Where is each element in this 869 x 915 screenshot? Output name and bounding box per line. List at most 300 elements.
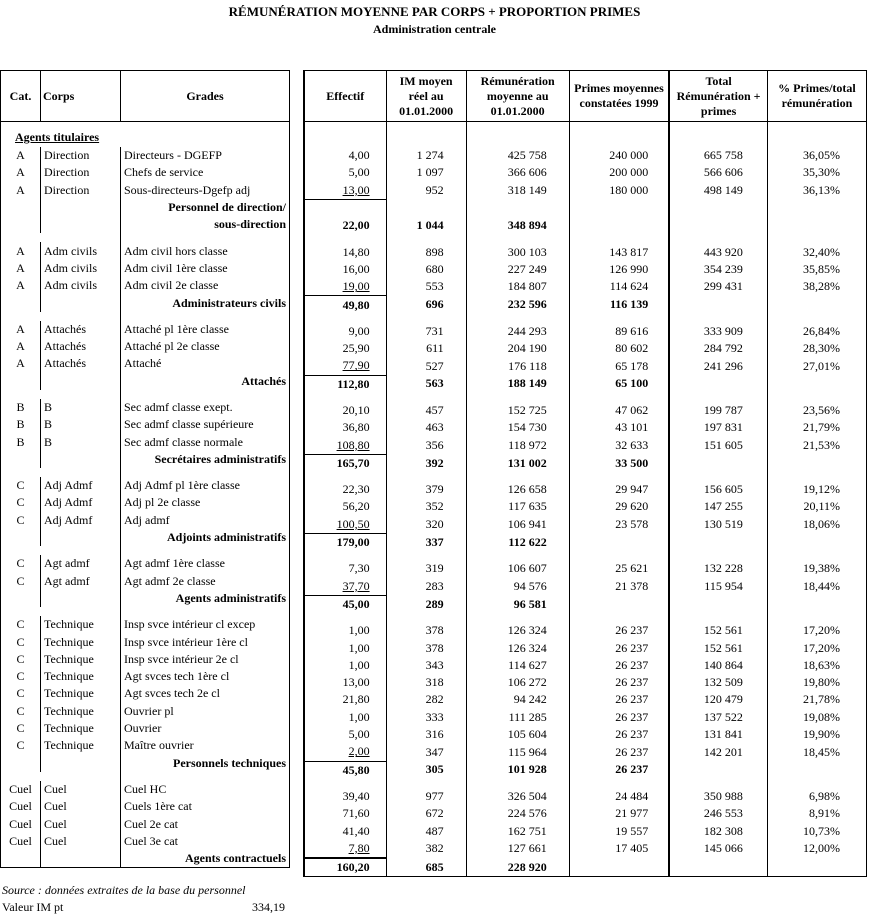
im-cell: 318 xyxy=(386,674,466,691)
subtotal-im: 305 xyxy=(386,761,466,779)
empty-cell xyxy=(569,613,669,622)
empty-cell xyxy=(767,595,866,613)
grade-cell: Ouvrier pl xyxy=(121,703,290,720)
im-cell: 457 xyxy=(386,402,466,419)
cat-cell: Cuel xyxy=(9,781,32,796)
values-table xyxy=(303,70,867,877)
empty-cell xyxy=(669,551,767,560)
empty-cell xyxy=(1,390,41,399)
effectif-cell: 2,00 xyxy=(304,743,386,761)
empty-cell xyxy=(386,613,466,622)
corps-cell: Agt admf xyxy=(41,573,121,590)
total-cell: 137 522 xyxy=(669,709,767,726)
pct-cell: 19,90% xyxy=(767,726,866,743)
spacer-row xyxy=(1,468,290,477)
empty-cell xyxy=(767,779,866,788)
total-cell: 284 792 xyxy=(669,340,767,357)
effectif-cell: 1,00 xyxy=(304,657,386,674)
table-row xyxy=(1,399,290,416)
primes-cell: 43 101 xyxy=(569,419,669,436)
subtotal-row xyxy=(304,199,867,217)
primes-cell: 26 237 xyxy=(569,709,669,726)
subtotal-row xyxy=(1,294,290,311)
grade-cell: Adj Admf pl 1ère classe xyxy=(121,477,290,494)
cat-cell: A xyxy=(16,165,25,180)
subtotal-row xyxy=(1,755,290,772)
subtotal-im: 563 xyxy=(386,375,466,393)
subtotal-row xyxy=(304,217,867,234)
table-row xyxy=(1,433,290,450)
cat-cell: C xyxy=(16,495,25,510)
total-cell: 140 864 xyxy=(669,657,767,674)
header-grades: Grades xyxy=(121,71,290,122)
corps-cell: Technique xyxy=(41,651,121,668)
im-cell: 379 xyxy=(386,481,466,498)
corps-cell: Technique xyxy=(41,633,121,650)
im-cell: 320 xyxy=(386,516,466,534)
remuneration-cell: 106 607 xyxy=(466,560,569,577)
empty-cell xyxy=(41,850,121,868)
cat-cell: C xyxy=(16,617,25,632)
im-cell: 352 xyxy=(386,498,466,515)
primes-cell: 29 620 xyxy=(569,498,669,515)
primes-cell: 19 557 xyxy=(569,822,669,839)
subtotal-remuneration: 131 002 xyxy=(466,454,569,472)
pct-cell: 18,06% xyxy=(767,516,866,534)
table-row xyxy=(304,436,867,454)
empty-cell xyxy=(669,393,767,402)
table-row xyxy=(1,685,290,702)
total-cell: 147 255 xyxy=(669,498,767,515)
empty-cell xyxy=(386,779,466,788)
pct-cell: 19,08% xyxy=(767,709,866,726)
primes-cell: 24 484 xyxy=(569,788,669,805)
im-cell: 319 xyxy=(386,560,466,577)
primes-cell: 26 237 xyxy=(569,726,669,743)
cat-cell: A xyxy=(16,243,25,258)
table-row xyxy=(304,622,867,639)
total-cell: 299 431 xyxy=(669,278,767,296)
empty-cell xyxy=(386,122,466,148)
table-row xyxy=(304,822,867,839)
total-cell: 197 831 xyxy=(669,419,767,436)
spacer-row xyxy=(304,472,867,481)
remuneration-cell: 114 627 xyxy=(466,657,569,674)
pct-cell: 17,20% xyxy=(767,639,866,656)
corps-cell: Attachés xyxy=(41,321,121,338)
pct-cell: 18,63% xyxy=(767,657,866,674)
pct-cell: 26,84% xyxy=(767,323,866,340)
header-corps: Corps xyxy=(41,71,121,122)
table-row xyxy=(1,147,290,164)
remuneration-cell: 126 324 xyxy=(466,639,569,656)
empty-cell xyxy=(569,234,669,243)
valeur-value: 334,19 xyxy=(252,900,285,914)
subtotal-remuneration: 112 622 xyxy=(466,533,569,551)
im-cell: 347 xyxy=(386,743,466,761)
im-cell: 283 xyxy=(386,578,466,596)
empty-cell xyxy=(669,199,767,217)
empty-cell xyxy=(304,199,386,217)
empty-cell xyxy=(304,472,386,481)
primes-cell: 29 947 xyxy=(569,481,669,498)
spacer-row xyxy=(304,393,867,402)
empty-cell xyxy=(386,472,466,481)
remuneration-cell: 176 118 xyxy=(466,357,569,375)
subtotal-row xyxy=(304,533,867,551)
pct-cell: 18,44% xyxy=(767,578,866,596)
table-row xyxy=(1,737,290,754)
total-cell: 152 561 xyxy=(669,639,767,656)
empty-cell xyxy=(304,314,386,323)
primes-cell: 26 237 xyxy=(569,622,669,639)
remuneration-cell: 162 751 xyxy=(466,822,569,839)
total-cell: 665 758 xyxy=(669,147,767,164)
table-row xyxy=(1,242,290,259)
remuneration-cell: 106 941 xyxy=(466,516,569,534)
im-cell: 898 xyxy=(386,243,466,260)
empty-cell xyxy=(41,390,121,399)
im-cell: 680 xyxy=(386,261,466,278)
remuneration-cell: 300 103 xyxy=(466,243,569,260)
empty-cell xyxy=(767,375,866,393)
subtotal-effectif: 45,00 xyxy=(304,595,386,613)
cat-cell: A xyxy=(16,356,25,371)
subtotal-effectif: 165,70 xyxy=(304,454,386,472)
total-cell: 120 479 xyxy=(669,691,767,708)
corps-cell: Cuel xyxy=(41,781,121,798)
empty-cell xyxy=(121,233,290,242)
table-row xyxy=(1,260,290,277)
table-row xyxy=(1,833,290,850)
subtotal-label: Administrateurs civils xyxy=(121,294,290,311)
primes-cell: 180 000 xyxy=(569,182,669,200)
subtotal-label: Personnel de direction/ xyxy=(121,199,290,216)
subtotal-remuneration: 96 581 xyxy=(466,595,569,613)
effectif-cell: 1,00 xyxy=(304,622,386,639)
subtotal-effectif: 179,00 xyxy=(304,533,386,551)
table-row xyxy=(1,668,290,685)
im-cell: 952 xyxy=(386,182,466,200)
cat-cell: Cuel xyxy=(9,833,32,848)
empty-cell xyxy=(767,393,866,402)
total-cell: 350 988 xyxy=(669,788,767,805)
im-cell: 378 xyxy=(386,639,466,656)
effectif-cell: 71,60 xyxy=(304,805,386,822)
primes-cell: 200 000 xyxy=(569,164,669,181)
grade-cell: Ouvrier xyxy=(121,720,290,737)
empty-cell xyxy=(767,858,866,877)
empty-cell xyxy=(386,393,466,402)
table-row xyxy=(304,402,867,419)
header-im: IM moyen réel au 01.01.2000 xyxy=(386,71,466,122)
spacer-row xyxy=(304,314,867,323)
subtotal-row xyxy=(1,850,290,868)
im-cell: 378 xyxy=(386,622,466,639)
empty-cell xyxy=(304,234,386,243)
section-row xyxy=(1,122,290,148)
effectif-cell: 22,30 xyxy=(304,481,386,498)
empty-cell xyxy=(304,393,386,402)
pct-cell: 27,01% xyxy=(767,357,866,375)
pct-cell: 19,80% xyxy=(767,674,866,691)
pct-cell: 21,79% xyxy=(767,419,866,436)
effectif-cell: 25,90 xyxy=(304,340,386,357)
im-cell: 611 xyxy=(386,340,466,357)
grade-cell: Attaché xyxy=(121,355,290,372)
cat-cell: B xyxy=(16,400,25,414)
empty-cell xyxy=(41,233,121,242)
effectif-cell: 13,00 xyxy=(304,674,386,691)
spacer-row xyxy=(1,546,290,555)
total-cell: 156 605 xyxy=(669,481,767,498)
total-cell: 152 561 xyxy=(669,622,767,639)
empty-cell xyxy=(41,546,121,555)
empty-cell xyxy=(669,454,767,472)
empty-cell xyxy=(121,468,290,477)
subtotal-row xyxy=(1,373,290,390)
grade-cell: Insp svce intérieur 1ère cl xyxy=(121,633,290,650)
cat-cell: A xyxy=(16,182,25,197)
empty-cell xyxy=(569,314,669,323)
total-cell: 566 606 xyxy=(669,164,767,181)
total-cell: 131 841 xyxy=(669,726,767,743)
pct-cell: 28,30% xyxy=(767,340,866,357)
table-row xyxy=(1,798,290,815)
table-row xyxy=(304,516,867,534)
table-row xyxy=(1,720,290,737)
subtotal-effectif: 112,80 xyxy=(304,375,386,393)
remuneration-cell: 118 972 xyxy=(466,436,569,454)
corps-cell: Direction xyxy=(41,147,121,164)
empty-cell xyxy=(669,858,767,877)
effectif-cell: 21,80 xyxy=(304,691,386,708)
page-subtitle: Administration centrale xyxy=(373,22,496,36)
total-cell: 130 519 xyxy=(669,516,767,534)
remuneration-cell: 318 149 xyxy=(466,182,569,200)
corps-cell: Technique xyxy=(41,685,121,702)
subtotal-row xyxy=(1,529,290,546)
im-cell: 343 xyxy=(386,657,466,674)
empty-cell xyxy=(466,393,569,402)
corps-cell: Technique xyxy=(41,616,121,633)
subtotal-primes: 65 100 xyxy=(569,375,669,393)
effectif-cell: 36,80 xyxy=(304,419,386,436)
subtotal-row xyxy=(304,454,867,472)
corps-cell: Technique xyxy=(41,737,121,754)
cat-cell: A xyxy=(16,278,25,293)
empty-cell xyxy=(569,472,669,481)
subtotal-label: Personnels techniques xyxy=(121,755,290,772)
table-row xyxy=(304,481,867,498)
cat-cell: B xyxy=(16,434,25,449)
table-row xyxy=(1,703,290,720)
empty-cell xyxy=(669,314,767,323)
cat-cell: Cuel xyxy=(9,799,32,814)
grade-cell: Agt admf 1ère classe xyxy=(121,555,290,572)
subtotal-row xyxy=(1,216,290,233)
effectif-cell: 56,20 xyxy=(304,498,386,515)
primes-cell: 17 405 xyxy=(569,840,669,858)
corps-cell: Cuel xyxy=(41,798,121,815)
empty-cell xyxy=(767,454,866,472)
empty-cell xyxy=(41,755,121,772)
pct-cell: 17,20% xyxy=(767,622,866,639)
cat-cell: C xyxy=(16,651,25,666)
primes-cell: 26 237 xyxy=(569,743,669,761)
effectif-cell: 7,80 xyxy=(304,840,386,858)
subtotal-label: Agents contractuels xyxy=(121,850,290,868)
subtotal-effectif: 22,00 xyxy=(304,217,386,234)
empty-cell xyxy=(386,234,466,243)
grade-cell: Sec admf classe supérieure xyxy=(121,416,290,433)
empty-cell xyxy=(1,294,41,311)
pct-cell: 23,56% xyxy=(767,402,866,419)
subtotal-effectif: 160,20 xyxy=(304,858,386,877)
header-total: Total Rémunération + primes xyxy=(669,71,767,122)
primes-cell: 26 237 xyxy=(569,639,669,656)
empty-cell xyxy=(41,216,121,233)
header-primes: Primes moyennes constatées 1999 xyxy=(569,71,669,122)
pct-cell: 8,91% xyxy=(767,805,866,822)
empty-cell xyxy=(669,533,767,551)
spacer-row xyxy=(1,312,290,321)
grade-cell: Cuels 1ère cat xyxy=(121,798,290,815)
total-cell: 151 605 xyxy=(669,436,767,454)
grade-cell: Adm civil 2e classe xyxy=(121,277,290,294)
cat-cell: B xyxy=(16,417,25,432)
total-cell: 498 149 xyxy=(669,182,767,200)
empty-cell xyxy=(569,779,669,788)
remuneration-cell: 94 242 xyxy=(466,691,569,708)
remuneration-cell: 94 576 xyxy=(466,578,569,596)
source-note: Source : données extraites de la base du personnel xyxy=(2,883,246,897)
total-cell: 132 509 xyxy=(669,674,767,691)
grade-cell: Maître ouvrier xyxy=(121,737,290,754)
subtotal-row xyxy=(1,590,290,607)
grade-cell: Agt svces tech 2e cl xyxy=(121,685,290,702)
remuneration-cell: 126 324 xyxy=(466,622,569,639)
effectif-cell: 39,40 xyxy=(304,788,386,805)
empty-cell xyxy=(1,755,41,772)
empty-cell xyxy=(121,546,290,555)
pct-cell: 20,11% xyxy=(767,498,866,515)
table-row xyxy=(304,657,867,674)
effectif-cell: 7,30 xyxy=(304,560,386,577)
grade-cell: Cuel HC xyxy=(121,781,290,798)
empty-cell xyxy=(386,314,466,323)
remuneration-cell: 152 725 xyxy=(466,402,569,419)
corps-cell: Adj Admf xyxy=(41,494,121,511)
empty-cell xyxy=(1,233,41,242)
remuneration-cell: 184 807 xyxy=(466,278,569,296)
effectif-cell: 100,50 xyxy=(304,516,386,534)
grade-cell: Directeurs - DGEFP xyxy=(121,147,290,164)
empty-cell xyxy=(466,199,569,217)
cat-cell: A xyxy=(16,260,25,275)
grade-cell: Agt admf 2e classe xyxy=(121,573,290,590)
table-row xyxy=(304,498,867,515)
section-row xyxy=(304,122,867,148)
subtotal-primes xyxy=(569,858,669,877)
cat-cell: Cuel xyxy=(9,816,32,831)
table-row xyxy=(304,840,867,858)
table-row xyxy=(304,726,867,743)
effectif-cell: 37,70 xyxy=(304,578,386,596)
pct-cell: 21,53% xyxy=(767,436,866,454)
table-row xyxy=(1,616,290,633)
empty-cell xyxy=(669,472,767,481)
empty-cell xyxy=(41,607,121,616)
subtotal-im: 337 xyxy=(386,533,466,551)
effectif-cell: 14,80 xyxy=(304,243,386,260)
effectif-cell: 1,00 xyxy=(304,639,386,656)
grade-cell: Attaché pl 1ère classe xyxy=(121,321,290,338)
cat-cell: A xyxy=(16,148,25,163)
table-row xyxy=(1,164,290,181)
empty-cell xyxy=(1,529,41,546)
remuneration-cell: 115 964 xyxy=(466,743,569,761)
table-row xyxy=(1,512,290,529)
cat-cell: C xyxy=(16,703,25,718)
spacer-row xyxy=(304,234,867,243)
empty-cell xyxy=(121,772,290,781)
table-row xyxy=(1,651,290,668)
spacer-row xyxy=(304,779,867,788)
im-cell: 356 xyxy=(386,436,466,454)
empty-cell xyxy=(767,533,866,551)
table-row xyxy=(304,419,867,436)
corps-cell: B xyxy=(41,433,121,450)
subtotal-primes: 33 500 xyxy=(569,454,669,472)
empty-cell xyxy=(304,551,386,560)
empty-cell xyxy=(466,234,569,243)
corps-cell: B xyxy=(41,399,121,416)
spacer-row xyxy=(1,772,290,781)
table-row xyxy=(304,674,867,691)
empty-cell xyxy=(41,590,121,607)
effectif-cell: 1,00 xyxy=(304,709,386,726)
pct-cell: 6,98% xyxy=(767,788,866,805)
empty-cell xyxy=(767,613,866,622)
empty-cell xyxy=(466,551,569,560)
grade-cell: Sec admf classe normale xyxy=(121,433,290,450)
table-row xyxy=(304,788,867,805)
empty-cell xyxy=(121,312,290,321)
empty-cell xyxy=(767,199,866,217)
corps-cell: Cuel xyxy=(41,815,121,832)
primes-cell: 143 817 xyxy=(569,243,669,260)
empty-cell xyxy=(569,551,669,560)
empty-cell xyxy=(669,217,767,234)
empty-cell xyxy=(41,451,121,468)
subtotal-label: sous-direction xyxy=(121,216,290,233)
grade-cell: Insp svce intérieur 2e cl xyxy=(121,651,290,668)
table-row xyxy=(304,164,867,181)
subtotal-im: 685 xyxy=(386,858,466,877)
subtotal-remuneration: 101 928 xyxy=(466,761,569,779)
remuneration-cell: 111 285 xyxy=(466,709,569,726)
total-cell: 354 239 xyxy=(669,261,767,278)
empty-cell xyxy=(669,122,767,148)
im-cell: 553 xyxy=(386,278,466,296)
cat-cell: C xyxy=(16,573,25,588)
empty-cell xyxy=(41,373,121,390)
subtotal-row xyxy=(1,199,290,216)
grade-cell: Adj admf xyxy=(121,512,290,529)
cat-cell: C xyxy=(16,738,25,753)
empty-cell xyxy=(767,296,866,314)
